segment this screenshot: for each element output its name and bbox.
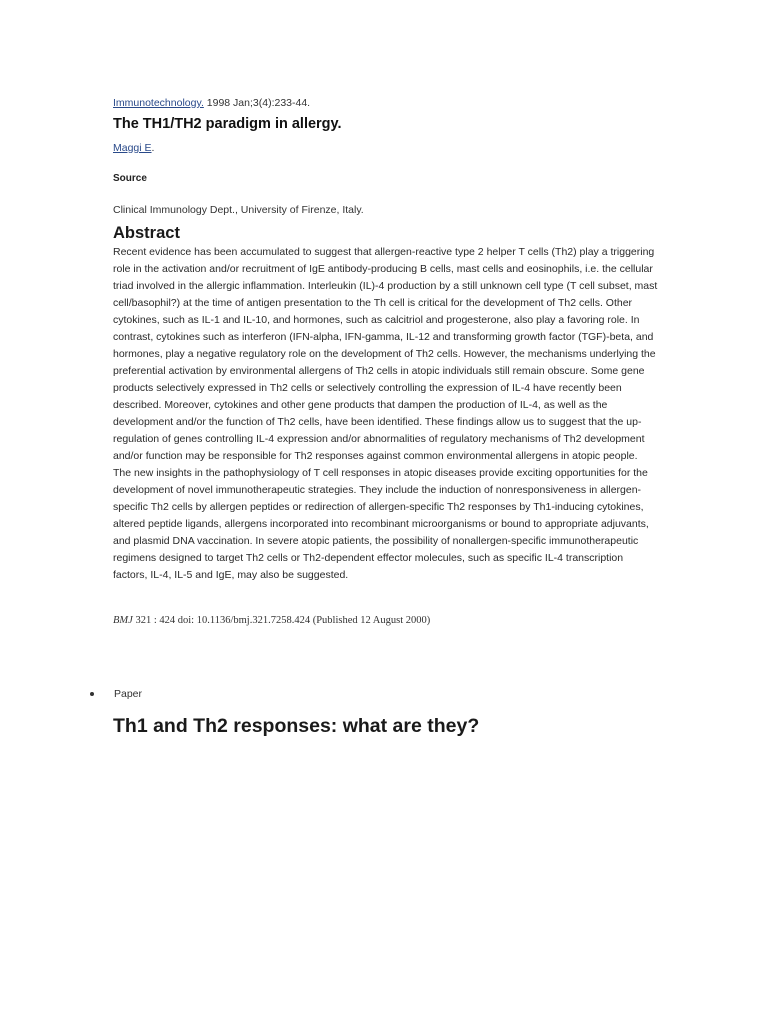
journal-link[interactable]: Immunotechnology. <box>113 97 204 109</box>
abstract-text: Recent evidence has been accumulated to suggest that allergen-reactive type 2 helper T cells (Th2) play a triggering role in the activation and/or recruitment of IgE antibody-producing B cells, mast cells and eosinophils, i.e. the cellular triad involved in the allergic inflammation. Interleukin (IL)-4 production by a still unknown cell type (T cell subset, mast cell/basophil?) at the time of antigen presentation to the Th cell is critical for the development of Th2 cells. Other cytokines, such as IL-1 and IL-10, and hormones, such as calcitriol and progesterone, also play a favoring role. In contrast, cytokines such as interferon (IFN-alpha, IFN-gamma, IL-12 and transforming growth factor (TGF)-beta, and hormones, play a negative regulatory role on the development of Th2 cells. However, the mechanisms underlying the preferential activation by environmental allergens of Th2 cells in atopic individuals still remain obscure. Some gene products selectively expressed in Th2 cells or selectively controlling the expression of IL-4 have recently been described. Moreover, cytokines and other gene products that dampen the production of IL-4, as well as the development and/or the function of Th2 cells, have been identified. These findings allow us to suggest that the up-regulation of genes controlling IL-4 expression and/or abnormalities of regulatory mechanisms of Th2 development and/or function may be responsible for Th2 responses against common environmental allergens in atopic people. The new insights in the pathophysiology of T cell responses in atopic diseases provide exciting opportunities for the development of novel immunotherapeutic strategies. They include the induction of nonresponsiveness in allergen-specific Th2 cells by allergen peptides or redirection of allergen-specific Th2 responses by Th1-inducing cytokines, altered peptide ligands, allergens incorporated into recombinant microorganisms or bound to appropriate adjuvants, and plasmid DNA vaccination. In severe atopic patients, the possibility of nonallergen-specific immunotherapeutic regimens designed to target Th2 cells or Th2-dependent effector molecules, such as specific IL-4 transcription factors, IL-4, IL-5 and IgE, may also be suggested. <box>113 246 658 581</box>
bmj-journal: BMJ <box>113 615 133 626</box>
article-content <box>113 96 658 628</box>
bullet-label: Paper <box>114 688 143 700</box>
author-link[interactable]: Maggi E <box>113 142 152 154</box>
article-title: The TH1/TH2 paradigm in allergy. <box>113 116 342 132</box>
bullet-item-paper <box>90 688 142 700</box>
citation <box>113 96 658 110</box>
author-suffix: . <box>151 142 155 154</box>
bullet-dot-icon <box>90 692 94 696</box>
citation-details: 1998 Jan;3(4):233-44. <box>203 97 311 109</box>
source-affiliation: Clinical Immunology Dept., University of Firenze, Italy. <box>113 204 364 216</box>
bmj-citation <box>113 614 658 628</box>
bmj-details: 321 : 424 doi: 10.1136/bmj.321.7258.424 (Published 12 August 2000) <box>132 615 431 626</box>
section-heading: Th1 and Th2 responses: what are they? <box>113 715 480 737</box>
source-heading: Source <box>113 173 147 184</box>
author-line <box>113 141 658 155</box>
abstract-heading: Abstract <box>113 224 180 242</box>
